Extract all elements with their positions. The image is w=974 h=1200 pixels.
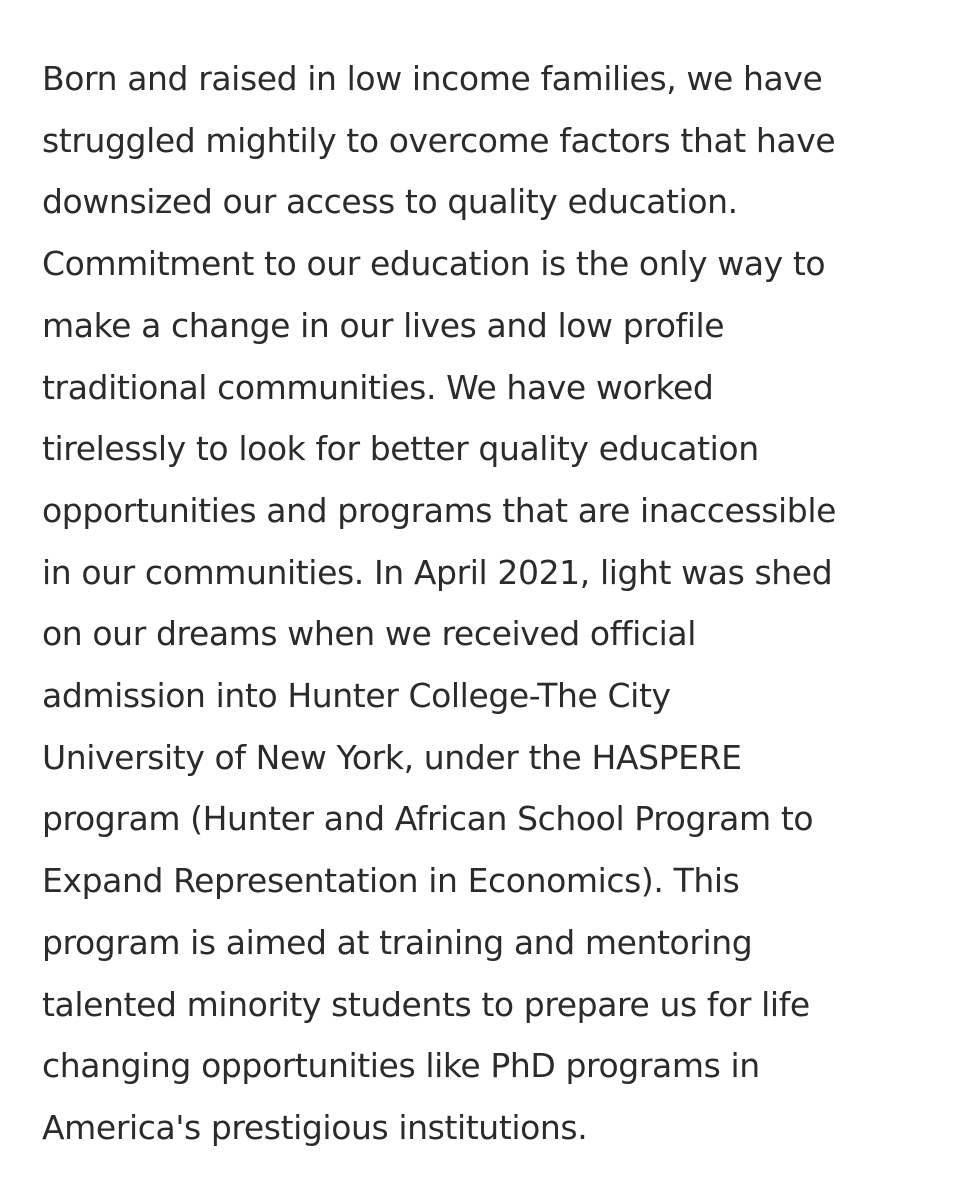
text-line: traditional communities. We have worked	[42, 367, 714, 407]
text-line: talented minority students to prepare us for life	[42, 984, 810, 1024]
text-line: on our dreams when we received official	[42, 614, 697, 654]
text-line: admission into Hunter College-The City	[42, 676, 671, 716]
text-line: tirelessly to look for better quality education	[42, 429, 759, 469]
text-line: Commitment to our education is the only way to	[42, 244, 826, 284]
text-line: Expand Representation in Economics). This	[42, 861, 740, 901]
text-line: program (Hunter and African School Program to	[42, 799, 814, 839]
text-line: make a change in our lives and low profile	[42, 305, 725, 345]
text-line: downsized our access to quality education.	[42, 182, 738, 222]
body-paragraph	[42, 48, 942, 1159]
text-line: opportunities and programs that are inaccessible	[42, 490, 837, 530]
text-line: struggled mightily to overcome factors that have	[42, 120, 836, 160]
text-line: changing opportunities like PhD programs in	[42, 1046, 760, 1086]
text-line: America's prestigious institutions.	[42, 1107, 588, 1147]
text-line: program is aimed at training and mentoring	[42, 922, 753, 962]
text-line: in our communities. In April 2021, light was shed	[42, 552, 833, 592]
text-line: University of New York, under the HASPERE	[42, 737, 742, 777]
text-line: Born and raised in low income families, we have	[42, 59, 823, 98]
